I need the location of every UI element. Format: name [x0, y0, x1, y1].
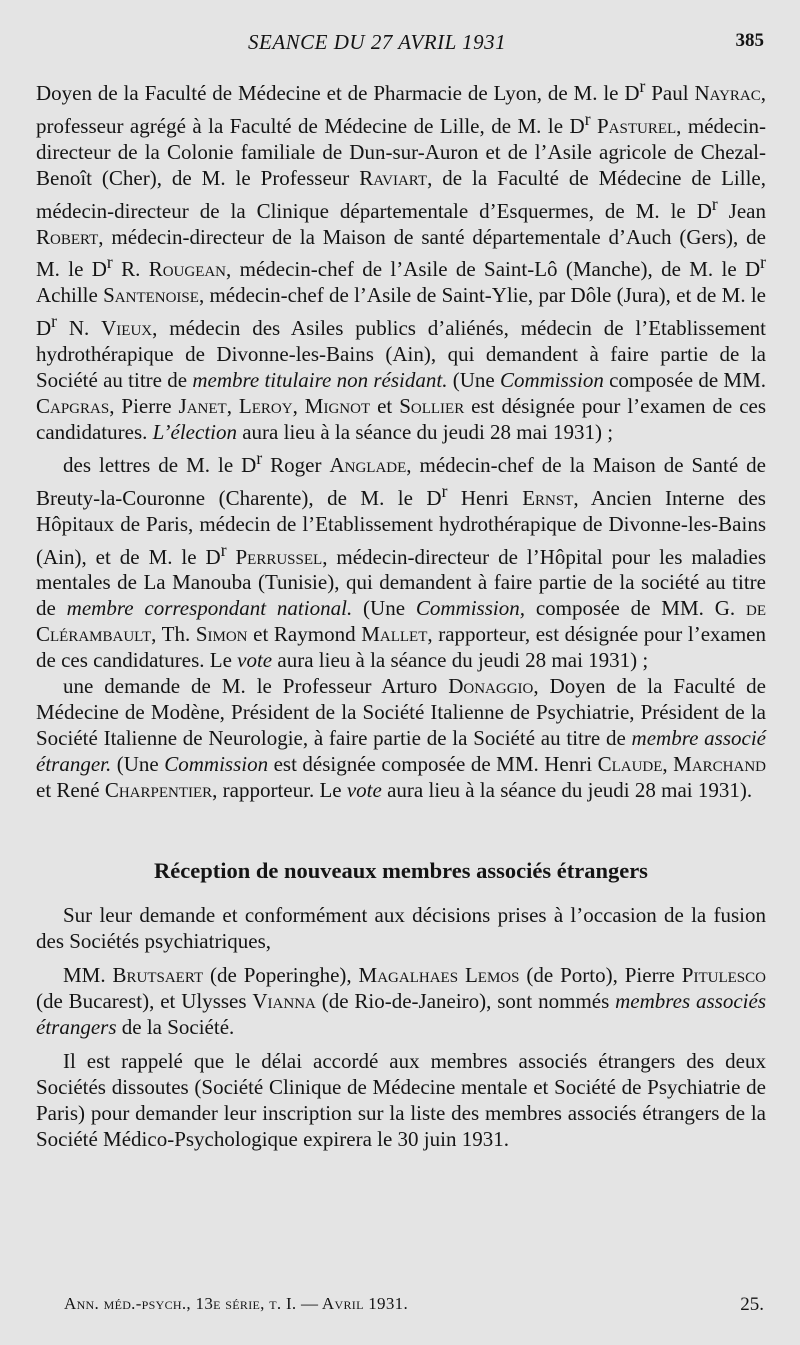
page-number: 385 [735, 30, 764, 51]
running-header [0, 30, 800, 60]
paragraph-fusion: Sur leur demande et conformément aux décisions prises à l’occasion de la fusion des Sociétés psychiatriques, [36, 903, 766, 954]
signature-mark: 25. [740, 1294, 764, 1315]
section-title: Réception de nouveaux membres associés étrangers [154, 857, 648, 883]
paragraph-candidates-correspondant: des lettres de M. le $D^r$ Roger Anglade, médecin-chef de la Maison de Santé de Breuty-la-Couronne (Charente), de M. le $D^r$ Henri Ernst, Ancien Interne des Hôpitaux de Paris, médecin de l’Etablissement hydrothérapique de Divonne-les-Bains (Ain), et de M. le $D^r$ Perrussel, médecin-directeur de l’Hôpital pour les maladies mentales de La Manouba (Tunisie), qui demandent à faire partie de la société au titre de membre correspondant national. (Une Commission, composée de MM. G. de Clérambault, Th. Simon et Raymond Mallet, rapporteur, est désignée pour l’examen de ces candidatures. Le vote aura lieu à la séance du jeudi 28 mai 1931) ; [36, 447, 766, 673]
journal-reference: Ann. méd.-psych., 13e série, t. I. — Avril 1931. [64, 1294, 409, 1313]
paragraph-deadline: Il est rappelé que le délai accordé aux membres associés étrangers des deux Sociétés dissoutes (Société Clinique de Médecine mentale et Société de Psychiatrie de Paris) pour demander leur inscription sur la liste des membres associés étrangers de la Société Médico-Psychologique expirera le 30 juin 1931. [36, 1049, 766, 1151]
document-body [36, 74, 766, 1153]
page-footer [0, 1294, 800, 1324]
paragraph-candidates-titulaire: Doyen de la Faculté de Médecine et de Pharmacie de Lyon, de M. le $D^r$ Paul Nayrac, professeur agrégé à la Faculté de Médecine de Lille, de M. le $D^r$ Pasturel, médecin-directeur de la Colonie familiale de Dun-sur-Auron et de l’Asile agricole de Chezal-Benoît (Cher), de M. le Professeur Raviart, de la Faculté de Médecine de Lille, médecin-directeur de la Clinique départementale d’Esquermes, de M. le $D^r$ Jean Robert, médecin-directeur de la Maison de santé départementale d’Auch (Gers), de M. le $D^r$ R. Rougean, médecin-chef de l’Asile de Saint-Lô (Manche), de M. le $D^r$ Achille Santenoise, médecin-chef de l’Asile de Saint-Ylie, par Dôle (Jura), et de M. le $D^r$ N. Vieux, médecin des Asiles publics d’aliénés, médecin de l’Etablissement hydrothérapique de Divonne-les-Bains (Ain), qui demandent à faire partie de la Société au titre de membre titulaire non résidant. (Une Commission composée de MM. Capgras, Pierre Janet, Leroy, Mignot et Sollier est désignée pour l’examen de ces candidatures. L’élection aura lieu à la séance du jeudi 28 mai 1931) ; [36, 76, 767, 444]
running-title: SEANCE DU 27 AVRIL 1931 [248, 30, 507, 54]
paragraph-nominations: MM. Brutsaert (de Poperinghe), Magalhaes Lemos (de Porto), Pierre Pitulesco (de Bucarest), et Ulysses Vianna (de Rio-de-Janeiro), sont nommés membres associés étrangers de la Société. [36, 963, 766, 1040]
paragraph-candidate-associe: une demande de M. le Professeur Arturo Donaggio, Doyen de la Faculté de Médecine de Modène, Président de la Société Italienne de Psychiatrie, Président de la Société Italienne de Neurologie, à faire partie de la Société au titre de membre associé étranger. (Une Commission est désignée composée de MM. Henri Claude, Marchand et René Charpentier, rapporteur. Le vote aura lieu à la séance du jeudi 28 mai 1931). [36, 674, 767, 802]
